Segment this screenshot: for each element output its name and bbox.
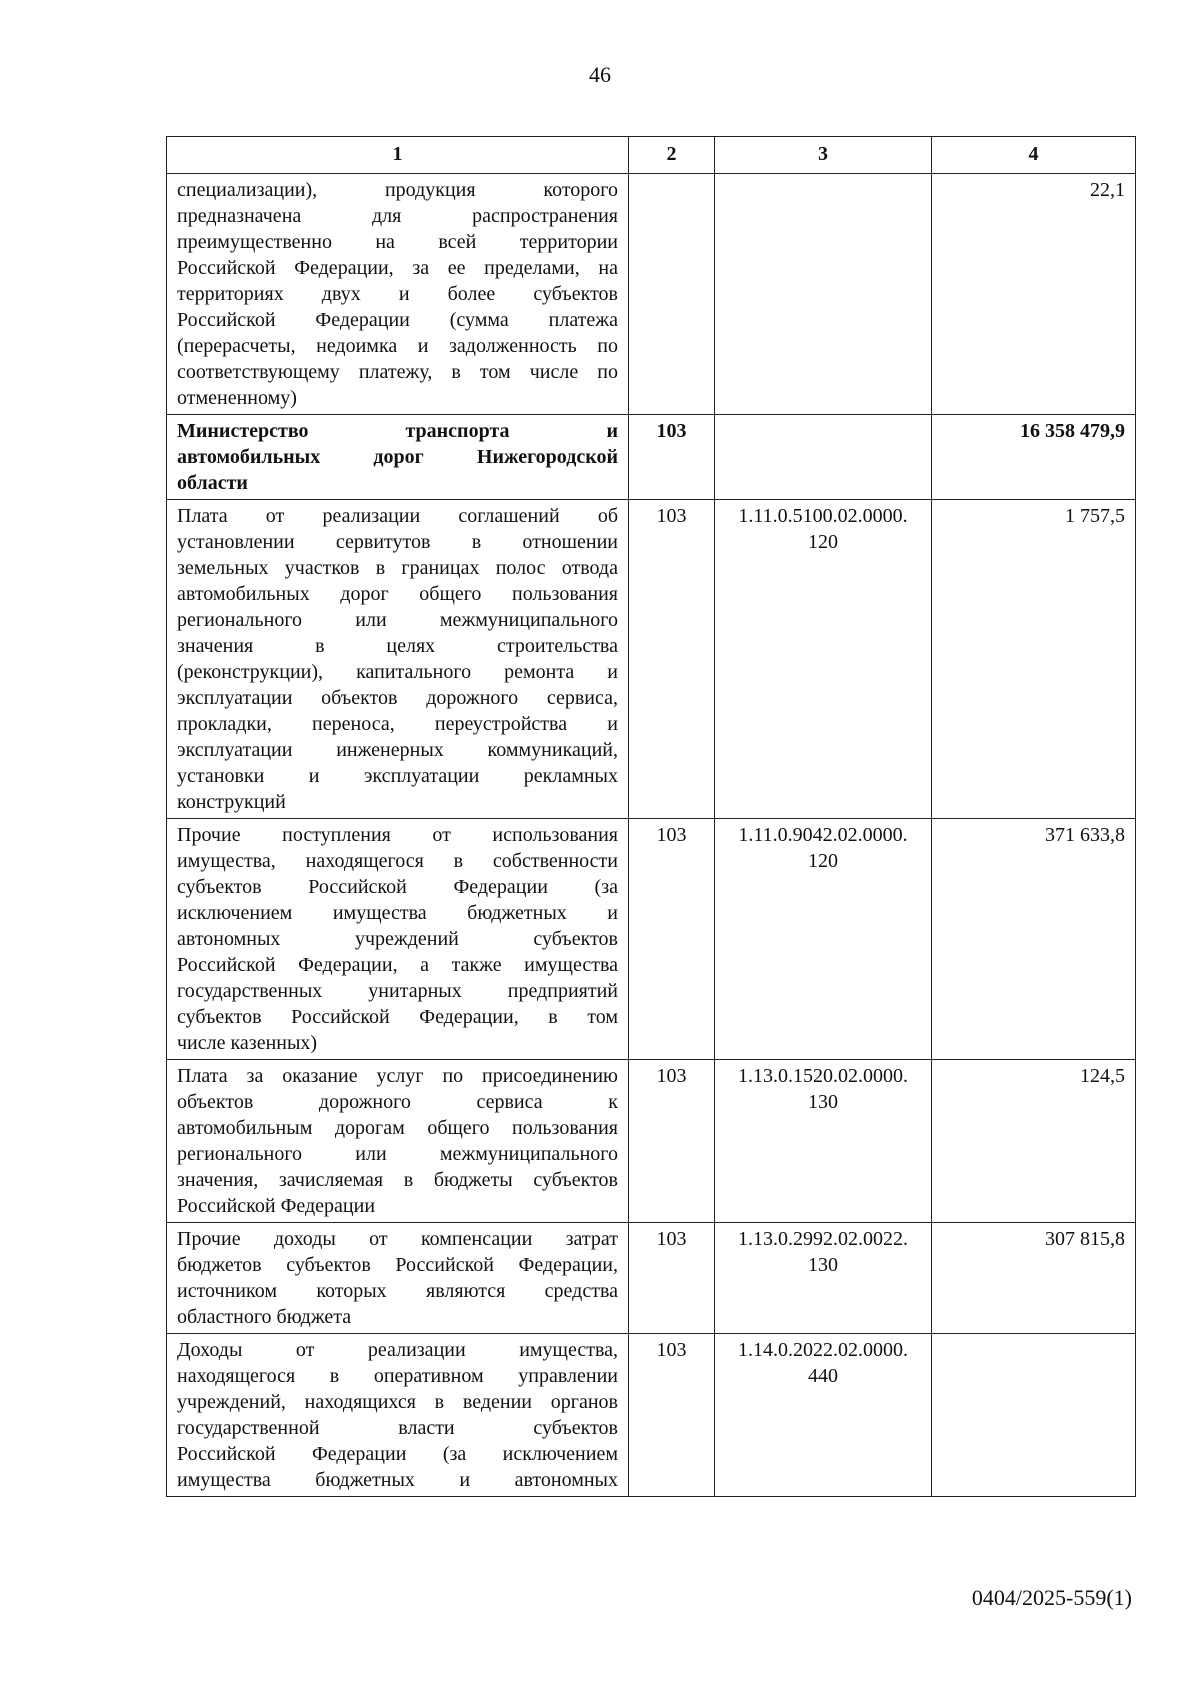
header-col-4: 4 bbox=[932, 137, 1136, 174]
code-line-1: 1.11.0.5100.02.0000. bbox=[738, 505, 908, 527]
code-line-2: 440 bbox=[808, 1365, 838, 1387]
row-description bbox=[167, 415, 629, 500]
description-line: значения, зачисляемая в бюджеты субъектов bbox=[177, 1169, 618, 1191]
code-line-1: 1.13.0.2992.02.0022. bbox=[738, 1228, 908, 1250]
description-line: Российской Федерации, а также имущества bbox=[177, 954, 618, 976]
row-description bbox=[167, 1223, 629, 1334]
description-line: объектов дорожного сервиса к bbox=[177, 1091, 618, 1113]
description-line: установлении сервитутов в отношении bbox=[177, 531, 618, 553]
row-classification-code bbox=[715, 1223, 932, 1334]
code-line-1: 1.11.0.9042.02.0000. bbox=[738, 824, 908, 846]
table-body bbox=[167, 174, 1136, 1497]
description-line: субъектов Российской Федерации, в том bbox=[177, 1006, 618, 1028]
code-line-1: 1.13.0.1520.02.0000. bbox=[738, 1065, 908, 1087]
description-line: Доходы от реализации имущества, bbox=[177, 1339, 618, 1361]
description-line: земельных участков в границах полос отвода bbox=[177, 557, 618, 579]
description-line: автомобильным дорогам общего пользования bbox=[177, 1117, 618, 1139]
description-line: государственной власти субъектов bbox=[177, 1417, 618, 1439]
row-amount: 371 633,8 bbox=[932, 819, 1136, 1060]
row-description bbox=[167, 174, 629, 415]
row-description bbox=[167, 1060, 629, 1223]
row-description bbox=[167, 500, 629, 819]
row-admin-code: 103 bbox=[629, 500, 715, 819]
table-row bbox=[167, 174, 1136, 415]
description-line: субъектов Российской Федерации (за bbox=[177, 876, 618, 898]
description-line: Плата от реализации соглашений об bbox=[177, 505, 618, 527]
description-line: соответствующему платежу, в том числе по bbox=[177, 361, 618, 383]
description-line: Российской Федерации (за исключением bbox=[177, 1443, 618, 1465]
row-amount: 16 358 479,9 bbox=[932, 415, 1136, 500]
description-line: отмененному) bbox=[177, 387, 297, 409]
description-line: предназначена для распространения bbox=[177, 205, 618, 227]
description-line: исключением имущества бюджетных и bbox=[177, 902, 618, 924]
description-line: значения в целях строительства bbox=[177, 635, 618, 657]
description-line: конструкций bbox=[177, 791, 286, 813]
row-amount: 22,1 bbox=[932, 174, 1136, 415]
description-line: государственных унитарных предприятий bbox=[177, 980, 618, 1002]
description-line: территориях двух и более субъектов bbox=[177, 283, 618, 305]
table-row bbox=[167, 415, 1136, 500]
description-line: (реконструкции), капитального ремонта и bbox=[177, 661, 618, 683]
budget-table bbox=[166, 136, 1136, 1497]
description-line: автомобильных дорог Нижегородской bbox=[177, 446, 618, 468]
description-line: бюджетов субъектов Российской Федерации, bbox=[177, 1254, 618, 1276]
row-classification-code bbox=[715, 819, 932, 1060]
description-line: автомобильных дорог общего пользования bbox=[177, 583, 618, 605]
row-classification-code bbox=[715, 415, 932, 500]
description-line: установки и эксплуатации рекламных bbox=[177, 765, 618, 787]
description-line: Министерство транспорта и bbox=[177, 420, 618, 442]
description-line: специализации), продукция которого bbox=[177, 179, 618, 201]
header-col-3: 3 bbox=[715, 137, 932, 174]
table-row bbox=[167, 819, 1136, 1060]
description-line: области bbox=[177, 472, 248, 494]
row-admin-code: 103 bbox=[629, 1060, 715, 1223]
description-line: имущества, находящегося в собственности bbox=[177, 850, 618, 872]
row-description bbox=[167, 1334, 629, 1497]
code-line-2: 120 bbox=[808, 850, 838, 872]
header-col-1: 1 bbox=[167, 137, 629, 174]
table-header-row bbox=[167, 137, 1136, 174]
description-line: преимущественно на всей территории bbox=[177, 231, 618, 253]
description-line: Прочие поступления от использования bbox=[177, 824, 618, 846]
row-classification-code bbox=[715, 500, 932, 819]
row-classification-code bbox=[715, 1334, 932, 1497]
row-admin-code: 103 bbox=[629, 1223, 715, 1334]
description-line: прокладки, переноса, переустройства и bbox=[177, 713, 618, 735]
description-line: Плата за оказание услуг по присоединению bbox=[177, 1065, 618, 1087]
description-line: эксплуатации инженерных коммуникаций, bbox=[177, 739, 618, 761]
description-line: (перерасчеты, недоимка и задолженность по bbox=[177, 335, 618, 357]
description-line: Российской Федерации bbox=[177, 1195, 376, 1217]
row-classification-code bbox=[715, 174, 932, 415]
row-admin-code: 103 bbox=[629, 415, 715, 500]
row-admin-code bbox=[629, 174, 715, 415]
code-line-1: 1.14.0.2022.02.0000. bbox=[738, 1339, 908, 1361]
table-row bbox=[167, 1223, 1136, 1334]
description-line: автономных учреждений субъектов bbox=[177, 928, 618, 950]
row-amount: 1 757,5 bbox=[932, 500, 1136, 819]
description-line: регионального или межмуниципального bbox=[177, 1143, 618, 1165]
description-line: учреждений, находящихся в ведении органов bbox=[177, 1391, 618, 1413]
description-line: источником которых являются средства bbox=[177, 1280, 618, 1302]
description-line: числе казенных) bbox=[177, 1032, 318, 1054]
row-amount: 124,5 bbox=[932, 1060, 1136, 1223]
table-row bbox=[167, 1060, 1136, 1223]
row-amount: 307 815,8 bbox=[932, 1223, 1136, 1334]
description-line: регионального или межмуниципального bbox=[177, 609, 618, 631]
code-line-2: 120 bbox=[808, 531, 838, 553]
description-line: имущества бюджетных и автономных bbox=[177, 1469, 618, 1491]
description-line: Российской Федерации, за ее пределами, на bbox=[177, 257, 618, 279]
table-row bbox=[167, 1334, 1136, 1497]
code-line-2: 130 bbox=[808, 1091, 838, 1113]
description-line: находящегося в оперативном управлении bbox=[177, 1365, 618, 1387]
description-line: Прочие доходы от компенсации затрат bbox=[177, 1228, 618, 1250]
row-amount bbox=[932, 1334, 1136, 1497]
description-line: Российской Федерации (сумма платежа bbox=[177, 309, 618, 331]
header-col-2: 2 bbox=[629, 137, 715, 174]
code-line-2: 130 bbox=[808, 1254, 838, 1276]
row-description bbox=[167, 819, 629, 1060]
document-id: 0404/2025-559(1) bbox=[971, 1585, 1132, 1610]
table-row bbox=[167, 500, 1136, 819]
page-number: 46 bbox=[589, 62, 611, 87]
description-line: эксплуатации объектов дорожного сервиса, bbox=[177, 687, 618, 709]
row-classification-code bbox=[715, 1060, 932, 1223]
row-admin-code: 103 bbox=[629, 1334, 715, 1497]
row-admin-code: 103 bbox=[629, 819, 715, 1060]
description-line: областного бюджета bbox=[177, 1306, 352, 1328]
